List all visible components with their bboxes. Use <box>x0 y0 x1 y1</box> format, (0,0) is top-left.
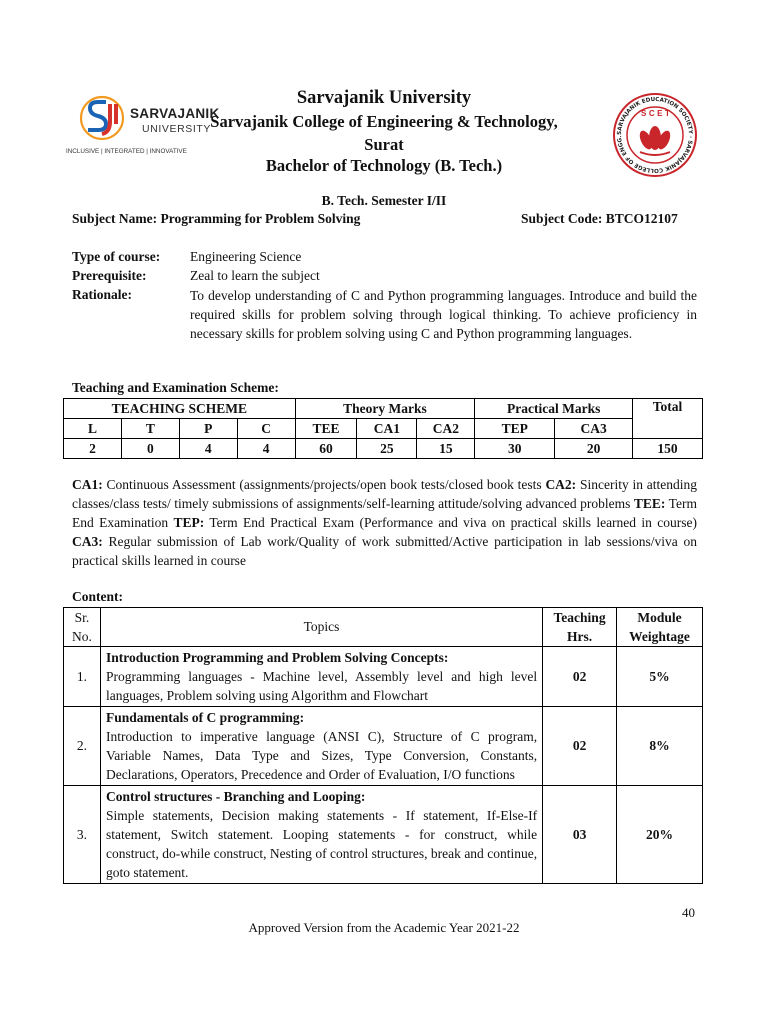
col-ca2: CA2 <box>417 419 475 439</box>
scheme-table <box>63 398 703 459</box>
topic-title: Control structures - Branching and Looping: <box>105 789 366 804</box>
logo-name-line1: SARVAJANIK <box>130 106 220 121</box>
row-weightage: 8% <box>617 707 703 786</box>
prereq-value: Zeal to learn the subject <box>190 268 320 283</box>
val-l: 2 <box>64 439 122 459</box>
logo-ring-text: SARVAJANIK EDUCATION SOCIETY · SARVAJANIK COLLEGE OF ENGG. <box>616 96 694 174</box>
practical-marks-header: Practical Marks <box>475 399 633 419</box>
val-t: 0 <box>121 439 179 459</box>
content-table <box>63 607 703 884</box>
sr-header-line2: No. <box>72 629 92 644</box>
rationale-text: To develop understanding of C and Python programming languages. Introduce and build the required skills for problem solving through logical thinking. To achieve proficiency in necessary skills for problem solving using C and Python programming languages. <box>190 288 697 341</box>
ca3-text: Regular submission of Lab work/Quality of work submitted/Active participation in lab sessions/viva on practical skills learned in course <box>72 534 697 568</box>
row-hours: 02 <box>543 647 617 707</box>
ca1-text: Continuous Assessment (assignments/projects/open book tests/closed book tests <box>102 477 546 492</box>
row-hours: 03 <box>543 786 617 884</box>
hrs-header-line2: Hrs. <box>567 629 593 644</box>
val-c: 4 <box>237 439 295 459</box>
scheme-heading: Teaching and Examination Scheme: <box>72 380 279 395</box>
col-c: C <box>237 419 295 439</box>
logo-initials: SCET <box>641 109 673 118</box>
topic-body: Programming languages - Machine level, Assembly level and high level languages, Problem solving using Algorithm and Flowchart <box>105 669 538 703</box>
tep-text: Term End Practical Exam (Performance and viva on practical skills learned in course) <box>204 515 697 530</box>
sr-header <box>64 608 101 647</box>
table-row <box>64 647 703 707</box>
ca2-text: Sincerity in attending classes/class tests/ timely submissions of assignments/self-learning attitude/solving advanced problems <box>72 477 697 511</box>
col-ca3: CA3 <box>555 419 633 439</box>
val-ca2: 15 <box>417 439 475 459</box>
ca3-label: CA3: <box>72 534 103 549</box>
row-hours: 02 <box>543 707 617 786</box>
row-weightage: 20% <box>617 786 703 884</box>
total-header: Total <box>633 399 703 439</box>
table-row <box>64 786 703 884</box>
row-topic <box>100 707 542 786</box>
col-tee: TEE <box>295 419 357 439</box>
semester-title: B. Tech. Semester I/II <box>321 193 447 208</box>
prereq-label: Prerequisite: <box>72 268 147 283</box>
assessment-notes <box>72 475 697 570</box>
weight-header <box>617 608 703 647</box>
topic-title: Introduction Programming and Problem Solving Concepts: <box>105 650 449 665</box>
topics-header: Topics <box>100 608 542 647</box>
topic-title: Fundamentals of C programming: <box>105 710 305 725</box>
val-tep: 30 <box>475 439 555 459</box>
row-number: 3. <box>64 786 101 884</box>
hrs-header <box>543 608 617 647</box>
ca1-label: CA1: <box>72 477 103 492</box>
teaching-scheme-header: TEACHING SCHEME <box>64 399 296 419</box>
footer-note: Approved Version from the Academic Year 2021-22 <box>248 920 520 935</box>
val-ca3: 20 <box>555 439 633 459</box>
subject-name: Subject Name: Programming for Problem Solving <box>72 211 361 226</box>
page-number: 40 <box>682 905 695 920</box>
row-number: 1. <box>64 647 101 707</box>
row-weightage: 5% <box>617 647 703 707</box>
college-title: Sarvajanik College of Engineering & Technology, <box>210 112 558 131</box>
sr-header-line1: Sr. <box>74 610 90 625</box>
val-ca1: 25 <box>357 439 417 459</box>
col-tep: TEP <box>475 419 555 439</box>
col-t: T <box>121 419 179 439</box>
topic-body: Introduction to imperative language (ANSI C), Structure of C program, Variable Names, Data Type and Sizes, Type Conversion, Constants, Declarations, Operators, Precedence and Order of Evaluation, I/O functions <box>105 729 538 782</box>
col-p: P <box>179 419 237 439</box>
hrs-header-line1: Teaching <box>553 610 606 625</box>
subject-code: Subject Code: BTCO12107 <box>521 211 678 226</box>
val-total: 150 <box>633 439 703 459</box>
logo-tagline: INCLUSIVE | INTEGRATED | INNOVATIVE <box>66 148 187 155</box>
col-ca1: CA1 <box>357 419 417 439</box>
tee-label: TEE: <box>633 496 666 511</box>
type-value: Engineering Science <box>190 249 302 264</box>
val-p: 4 <box>179 439 237 459</box>
row-number: 2. <box>64 707 101 786</box>
weight-header-line1: Module <box>637 610 682 625</box>
degree-title: Bachelor of Technology (B. Tech.) <box>265 156 503 175</box>
type-label: Type of course: <box>72 249 161 264</box>
row-topic <box>100 786 542 884</box>
tep-label: TEP: <box>173 515 205 530</box>
theory-marks-header: Theory Marks <box>295 399 475 419</box>
city-title: Surat <box>364 135 404 154</box>
logo-name-line2: UNIVERSITY <box>142 123 212 135</box>
rationale-label: Rationale: <box>72 287 132 302</box>
ca2-label: CA2: <box>545 477 577 492</box>
row-topic <box>100 647 542 707</box>
content-heading: Content: <box>72 589 123 604</box>
tee-text: Term End Examination <box>72 496 697 530</box>
topic-body: Simple statements, Decision making statements - If statement, If-Else-If statement, Switch statement. Looping statements - for construct, while construct, do-while construct, Nesting of control structures, break and continue, goto statement. <box>105 808 538 880</box>
university-title: Sarvajanik University <box>296 88 472 108</box>
table-row <box>64 707 703 786</box>
val-tee: 60 <box>295 439 357 459</box>
weight-header-line2: Weightage <box>629 629 690 644</box>
col-l: L <box>64 419 122 439</box>
